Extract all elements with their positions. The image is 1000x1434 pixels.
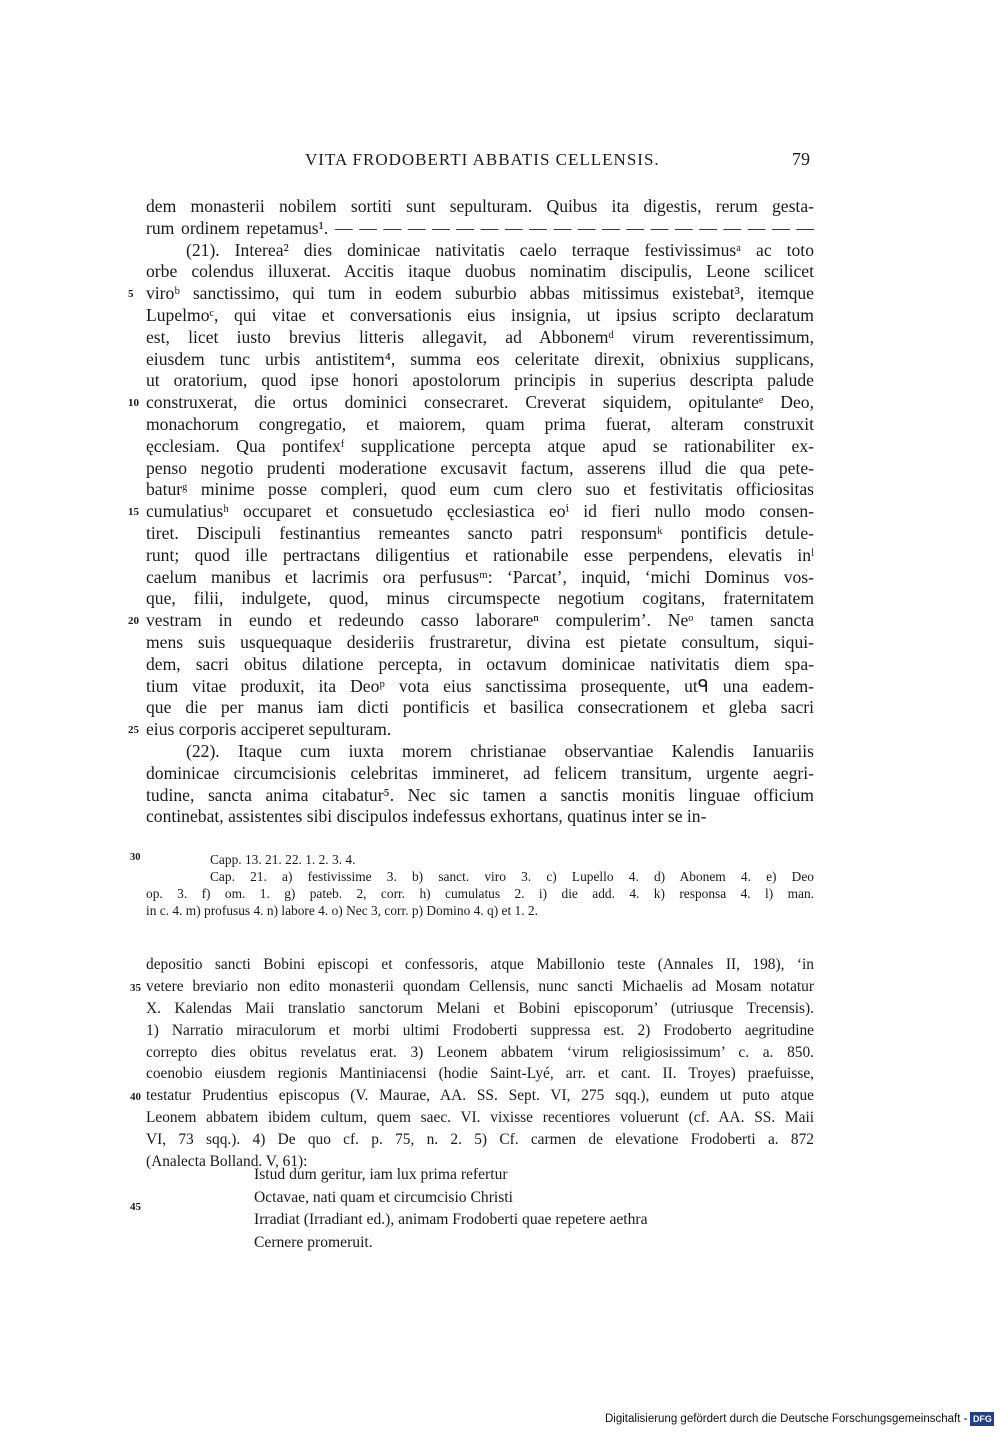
line-text: runt; quod ille pertractans diligentius et rationabile esse perpendens, elevatis inˡ — [146, 544, 814, 565]
line-text: Leonem abbatem ibidem cultum, quem saec. VI. vixisse recentiores voluerunt (cf. AA. SS. Maii — [146, 1109, 814, 1127]
line-text: cumulatiusʰ occuparet et consuetudo ęcclesiastica eoⁱ id fieri nullo modo consen- — [146, 501, 814, 522]
text-line — [146, 1063, 814, 1085]
line-text: monachorum congregatio, et maiorem, quam prima fuerat, alteram construxit — [146, 413, 814, 434]
line-text: que die per manus iam dicti pontificis et basilica consecrationem et gleba sacri — [146, 697, 814, 718]
line-text: penso negotio prudenti moderatione excusavit factum, asserens illud die qua pete- — [146, 457, 814, 478]
text-line — [146, 632, 814, 654]
text-line — [146, 954, 814, 976]
text-line — [146, 1020, 814, 1042]
text-line — [146, 458, 814, 480]
line-text: tium vitae produxit, ita Deoᵖ vota eius sanctissima prosequente, utᑫ una eadem- — [146, 675, 814, 696]
line-text: mens suis usquequaque desideriis frustraretur, divina est pietate consultum, siqui- — [146, 631, 814, 652]
main-text-block — [128, 196, 814, 828]
digitization-credit — [605, 1412, 994, 1426]
text-line — [146, 676, 814, 698]
line-text: orbe colendus illuxerat. Accitis itaque duobus nominatim discipulis, Leone scilicet — [146, 261, 814, 282]
line-text: ęcclesiam. Qua pontifexᶠ supplicatione percepta atque apud se rationabiliter ex- — [146, 435, 814, 456]
line-text: coenobio eiusdem regionis Mantiniacensi (hodie Saint-Lyé, arr. et cant. II. Troyes) praefuisse, — [146, 1065, 814, 1083]
line-text: depositio sancti Bobini episcopi et confessoris, atque Mabillonio teste (Annales II, 198), ‘in — [146, 956, 814, 973]
text-line — [146, 1042, 814, 1064]
text-line — [146, 240, 814, 262]
text-line — [146, 868, 814, 885]
line-text: continebat, assistentes sibi discipulos indefessus exhortans, quatinus inter se in- — [146, 806, 707, 827]
text-line — [146, 196, 814, 218]
text-line — [146, 479, 814, 501]
verse-quotation — [254, 1164, 814, 1254]
verse-line: Cernere promeruit. — [254, 1233, 373, 1251]
line-text: in c. 4. m) profusus 4. n) labore 4. o) Nec 3, corr. p) Domino 4. q) et 1. 2. — [146, 903, 538, 918]
line-number: 25 — [128, 724, 139, 737]
line-text: op. 3. f) om. 1. g) pateb. 2, corr. h) cumulatus 2. i) die add. 4. k) responsa 4. l) man. — [146, 886, 814, 901]
line-number: 20 — [128, 615, 139, 628]
text-line — [146, 902, 814, 919]
line-text: eius corporis acciperet sepulturam. — [146, 719, 392, 740]
verse-line: Istud dum geritur, iam lux prima refertur — [254, 1166, 508, 1183]
text-line — [146, 218, 814, 240]
line-text: construxerat, die ortus dominici consecraret. Creverat siquidem, opitulanteᵉ Deo, — [146, 392, 814, 413]
running-head: VITA FRODOBERTI ABBATIS CELLENSIS. — [305, 150, 660, 169]
commentary-notes — [130, 954, 814, 1173]
line-text: dem monasterii nobilem sortiti sunt sepulturam. Quibus ita digestis, rerum gesta- — [146, 196, 814, 216]
dfg-logo: DFG — [970, 1412, 994, 1426]
text-line — [128, 610, 814, 632]
line-text: viroᵇ sanctissimo, qui tum in eodem suburbio abbas mitissimus existebat³, itemque — [146, 283, 814, 304]
line-number: 35 — [130, 981, 141, 994]
text-line — [146, 885, 814, 902]
line-text: Lupelmoᶜ, qui vitae et conversationis eius insignia, ut ipsius scripto declaratum — [146, 304, 814, 325]
line-text: (22). Itaque cum iuxta morem christianae observantiae Kalendis Ianuariis — [186, 740, 814, 761]
line-text: Cap. 21. a) festivissime 3. b) sanct. viro 3. c) Lupello 4. d) Abonem 4. e) Deo — [210, 869, 814, 884]
text-line — [146, 741, 814, 763]
credit-text: Digitalisierung gefördert durch die Deutsche Forschungsgemeinschaft - — [605, 1413, 968, 1426]
text-line — [128, 719, 814, 741]
line-number: 10 — [128, 397, 139, 410]
text-line — [130, 976, 814, 998]
text-line — [146, 436, 814, 458]
line-text: caelum manibus et lacrimis ora perfususᵐ: ‘Parcat’, inquid, ‘michi Dominus vos- — [146, 566, 814, 587]
text-line — [146, 654, 814, 676]
text-line — [146, 523, 814, 545]
text-line — [146, 545, 814, 567]
text-line — [146, 998, 814, 1020]
line-text: dominicae circumcisionis celebritas immineret, ad felicem transitum, urgente aegri- — [146, 762, 814, 783]
line-text: (21). Interea² dies dominicae nativitatis caelo terraque festivissimusᵃ ac toto — [186, 239, 814, 260]
line-text: (Analecta Bolland. V, 61): — [146, 1153, 308, 1171]
line-text: Capp. 13. 21. 22. 1. 2. 3. 4. — [210, 852, 356, 867]
text-line — [128, 392, 814, 414]
line-text: correpto dies obitus revelatus erat. 3) Leonem abbatem ‘virum religiosissimum’ c. a. 850. — [146, 1043, 814, 1061]
verse-line-number: 45 — [130, 1201, 141, 1213]
line-number: 40 — [130, 1091, 141, 1104]
text-line — [146, 697, 814, 719]
text-line — [146, 327, 814, 349]
line-text: eiusdem tunc urbis antistitem⁴, summa eos celeritate direxit, obnixius supplicans, — [146, 348, 814, 369]
line-text: tiret. Discipuli festinantius remeantes sancto patri responsumᵏ pontificis detule- — [146, 522, 814, 543]
line-number: 5 — [128, 288, 134, 301]
line-number: 15 — [128, 506, 139, 519]
line-text: VI, 73 sqq.). 4) De quo cf. p. 75, n. 2. 5) Cf. carmen de elevatione Frodoberti a. 872 — [146, 1131, 814, 1149]
line-text: que, filii, indulgete, quod, minus circumspecte negotium cogitans, fraternitatem — [146, 588, 814, 609]
text-line — [146, 806, 814, 828]
line-text: ut oratorium, quod ipse honori apostolorum principis in superius descripta palude — [146, 370, 814, 391]
text-line — [146, 567, 814, 589]
text-line — [146, 349, 814, 371]
text-line — [146, 588, 814, 610]
text-line — [146, 305, 814, 327]
line-text: X. Kalendas Maii translatio sanctorum Melani et Bobini episcoporum’ (utriusque Trecensis). — [146, 999, 814, 1017]
text-line — [146, 763, 814, 785]
text-line — [146, 785, 814, 807]
line-text: vestram in eundo et redeundo casso laborareⁿ compulerim’. Neᵒ tamen sancta — [146, 610, 814, 631]
line-number: 30 — [130, 852, 141, 863]
line-text: testatur Prudentius episcopus (V. Maurae, AA. SS. Sept. VI, 275 sqq.), eundem ut puto atque — [146, 1087, 814, 1105]
text-line — [130, 1085, 814, 1107]
verse-line: Irradiat (Irradiant ed.), animam Frodoberti quae repetere aethra — [254, 1211, 648, 1229]
line-text: 1) Narratio miraculorum et morbi ultimi Frodoberti suppressa est. 2) Frodoberto aegritudine — [146, 1021, 814, 1039]
verse-line: Octavae, nati quam et circumcisio Christi — [254, 1188, 513, 1206]
line-text: baturᵍ minime posse compleri, quod eum cum clero suo et festivitatis officiositas — [146, 479, 814, 500]
text-line — [128, 283, 814, 305]
line-text: vetere breviario non edito monasterii quondam Cellensis, nunc sancti Michaelis ad Mosam notatur — [146, 977, 814, 995]
text-line — [146, 261, 814, 283]
line-text: tudine, sancta anima citabatur⁵. Nec sic tamen a sanctis monitis linguae officium — [146, 784, 814, 805]
page-number: 79 — [792, 149, 810, 169]
text-line — [130, 851, 814, 868]
critical-apparatus — [130, 851, 814, 919]
line-text: rum ordinem repetamus¹. — — — — — — — — — — — — — — — — — — — — — [146, 217, 814, 238]
text-line — [146, 1129, 814, 1151]
text-line — [146, 1107, 814, 1129]
text-line — [128, 501, 814, 523]
text-line — [146, 370, 814, 392]
line-text: est, licet iusto brevius litteris allegavit, ad Abbonemᵈ virum reverentissimum, — [146, 326, 814, 347]
text-line — [146, 414, 814, 436]
line-text: dem, sacri obitus dilatione percepta, in octavum dominicae nativitatis diem spa- — [146, 653, 814, 674]
